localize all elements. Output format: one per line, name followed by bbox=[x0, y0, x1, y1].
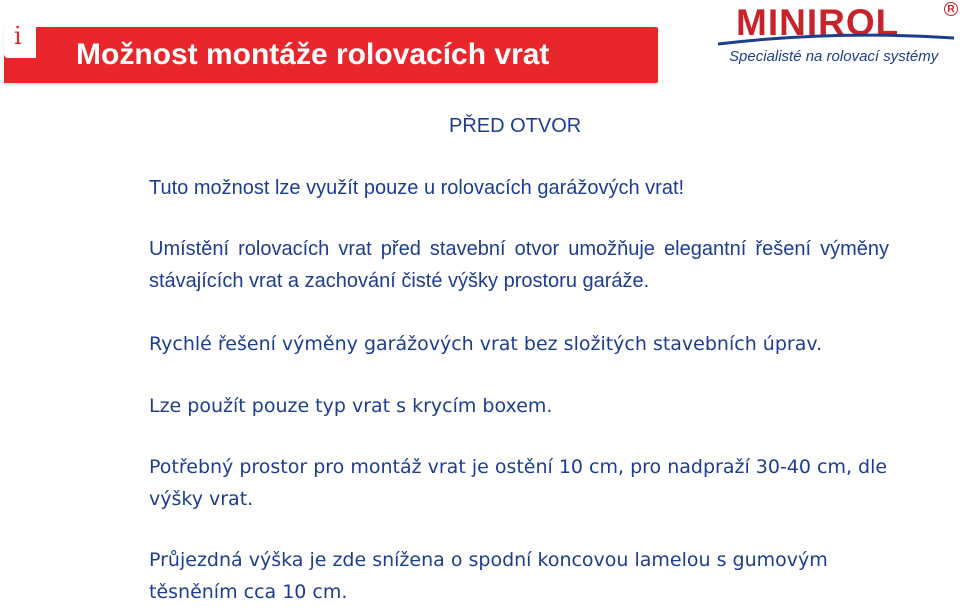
paragraph: Tuto možnost lze využít pouze u rolovacích garážových vrat! bbox=[149, 177, 685, 199]
slide-title: Možnost montáže rolovacích vrat bbox=[76, 38, 550, 71]
info-icon: i bbox=[4, 14, 36, 58]
section-subtitle: PŘED OTVOR bbox=[449, 115, 582, 137]
paragraph: Potřebný prostor pro montáž vrat je ostění 10 cm, pro nadpraží 30-40 cm, dle výšky vrat. bbox=[149, 456, 888, 510]
minirol-logo bbox=[714, 2, 958, 68]
paragraph: Umístění rolovacích vrat před stavební otvor umožňuje elegantní řešení výměny stávajících vrat a zachování čisté výšky prostoru garáže. bbox=[149, 238, 889, 292]
logo-tagline: Specialisté na rolovací systémy bbox=[729, 48, 939, 65]
logo-swoosh-icon bbox=[716, 32, 956, 46]
logo-wordmark: MINIROL bbox=[736, 2, 900, 43]
paragraph: Průjezdná výška je zde snížena o spodní koncovou lamelou s gumovým těsněním cca 10 cm. bbox=[149, 549, 828, 603]
registered-mark: R bbox=[944, 2, 958, 16]
paragraph: Lze použít pouze typ vrat s krycím boxem. bbox=[149, 395, 553, 417]
paragraph: Rychlé řešení výměny garážových vrat bez složitých stavebních úprav. bbox=[149, 333, 823, 355]
